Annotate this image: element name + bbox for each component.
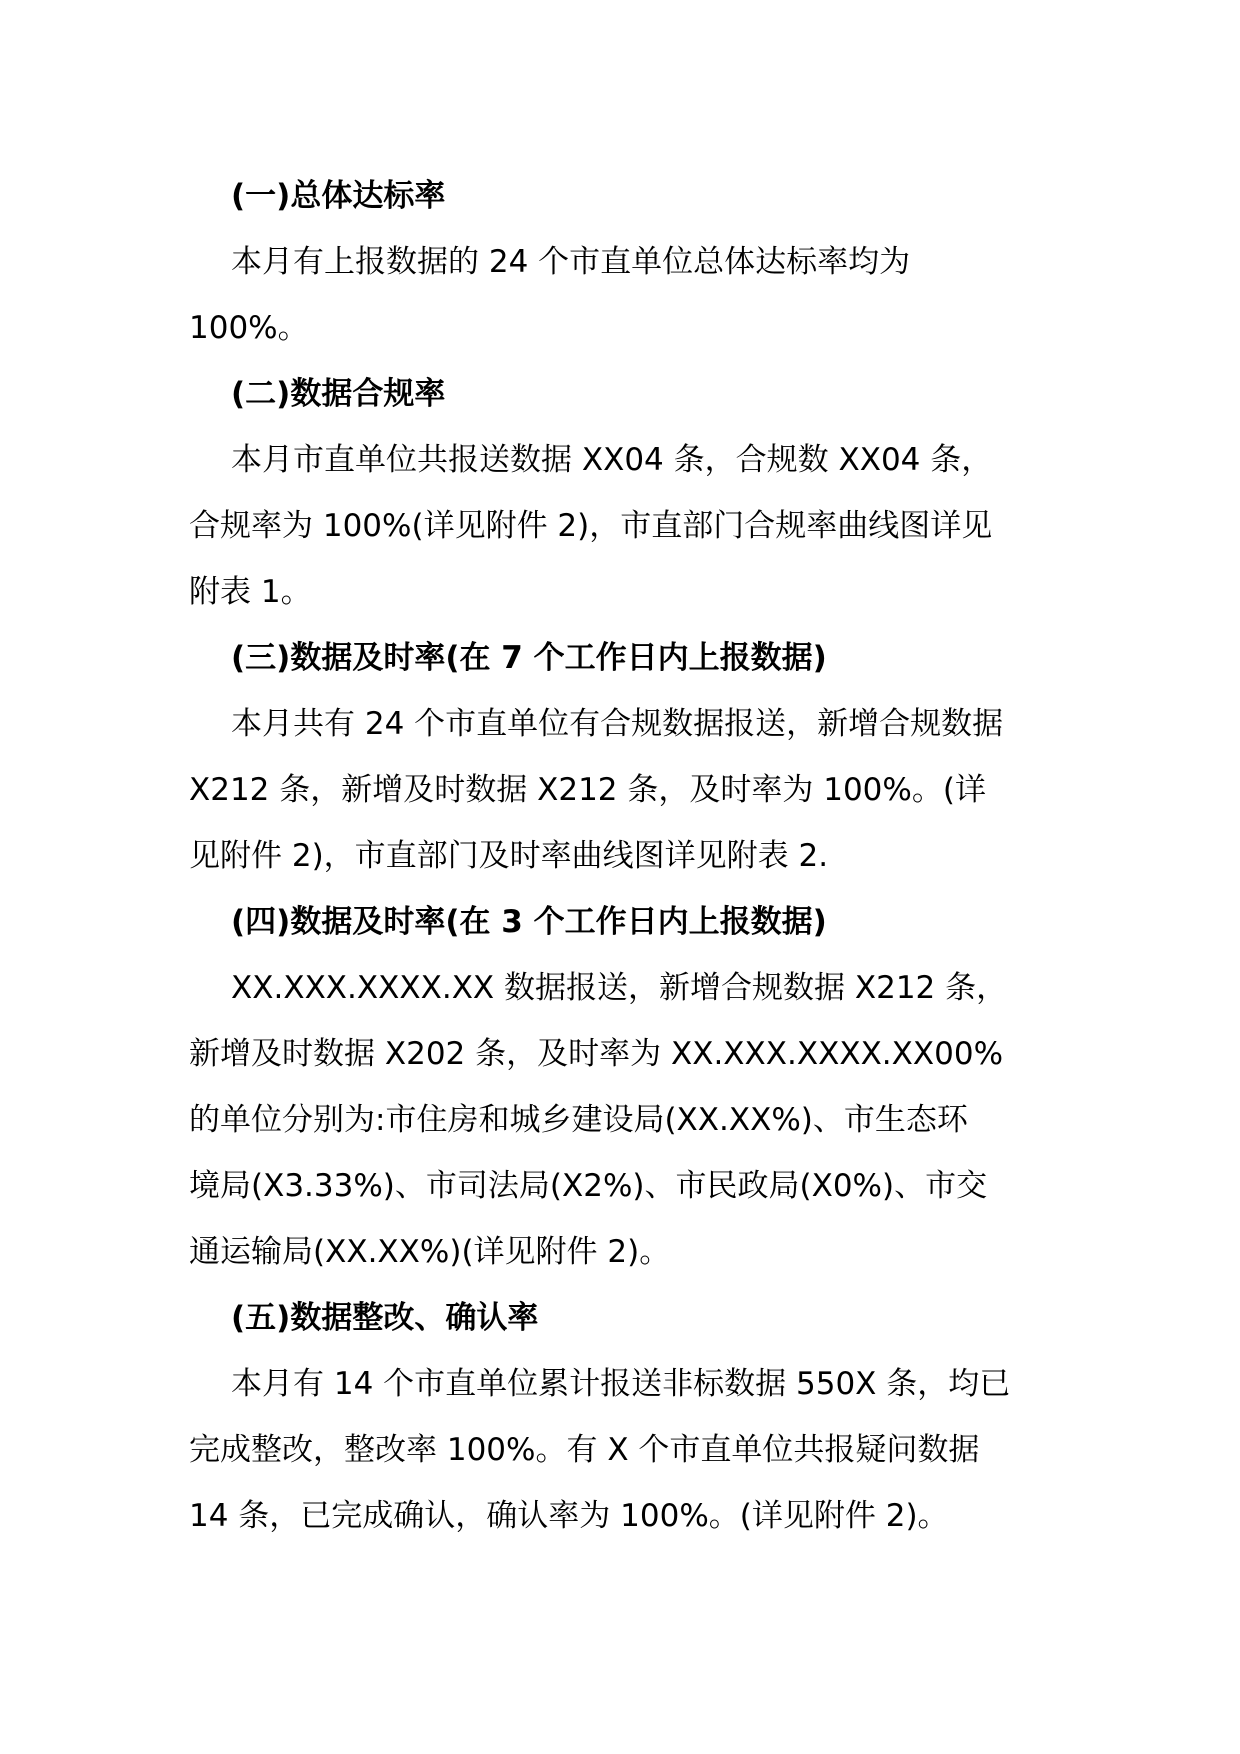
paragraph-line: 的单位分别为:市住房和城乡建设局(XX.XX%)、市生态环	[189, 1102, 968, 1138]
paragraph-line: X212 条，新增及时数据 X212 条，及时率为 100%。(详	[189, 772, 986, 808]
paragraph-line: 本月市直单位共报送数据 XX04 条，合规数 XX04 条，	[231, 442, 993, 478]
paragraph-line: 本月有上报数据的 24 个市直单位总体达标率均为	[231, 244, 911, 280]
paragraph-line: 新增及时数据 X202 条，及时率为 XX.XXX.XXXX.XX00%	[189, 1036, 1004, 1072]
paragraph-line: 本月有 14 个市直单位累计报送非标数据 550X 条，均已	[231, 1366, 1011, 1402]
paragraph-line: 通运输局(XX.XX%)(详见附件 2)。	[189, 1234, 671, 1270]
paragraph-line: 完成整改，整改率 100%。有 X 个市直单位共报疑问数据	[189, 1432, 980, 1468]
paragraph-line: 见附件 2)，市直部门及时率曲线图详见附表 2.	[189, 838, 829, 874]
paragraph-line: 附表 1。	[189, 574, 312, 610]
paragraph-line: XX.XXX.XXXX.XX 数据报送，新增合规数据 X212 条，	[231, 970, 1008, 1006]
section-paragraph-rectification-confirmation	[189, 1351, 1062, 1549]
paragraph-line: 本月共有 24 个市直单位有合规数据报送，新增合规数据	[231, 706, 1004, 742]
paragraph-line: 境局(X3.33%)、市司法局(X2%)、市民政局(X0%)、市交	[189, 1168, 988, 1204]
section-paragraph-data-conformity	[189, 427, 1062, 625]
section-paragraph-overall-compliance	[189, 229, 1062, 361]
paragraph-line: 14 条，已完成确认，确认率为 100%。(详见附件 2)。	[189, 1498, 949, 1534]
section-heading-data-conformity: (二)数据合规率	[231, 376, 446, 412]
section-paragraph-timeliness-3-days	[189, 955, 1062, 1285]
document-page	[189, 163, 1062, 1549]
paragraph-line: 合规率为 100%(详见附件 2)，市直部门合规率曲线图详见	[189, 508, 993, 544]
section-paragraph-timeliness-7-days	[189, 691, 1062, 889]
paragraph-line: 100%。	[189, 310, 309, 346]
section-heading-timeliness-7-days: (三)数据及时率(在 7 个工作日内上报数据)	[231, 640, 827, 676]
section-heading-timeliness-3-days: (四)数据及时率(在 3 个工作日内上报数据)	[231, 904, 827, 940]
section-heading-rectification-confirmation: (五)数据整改、确认率	[231, 1300, 539, 1336]
section-heading-overall-compliance: (一)总体达标率	[231, 178, 446, 214]
